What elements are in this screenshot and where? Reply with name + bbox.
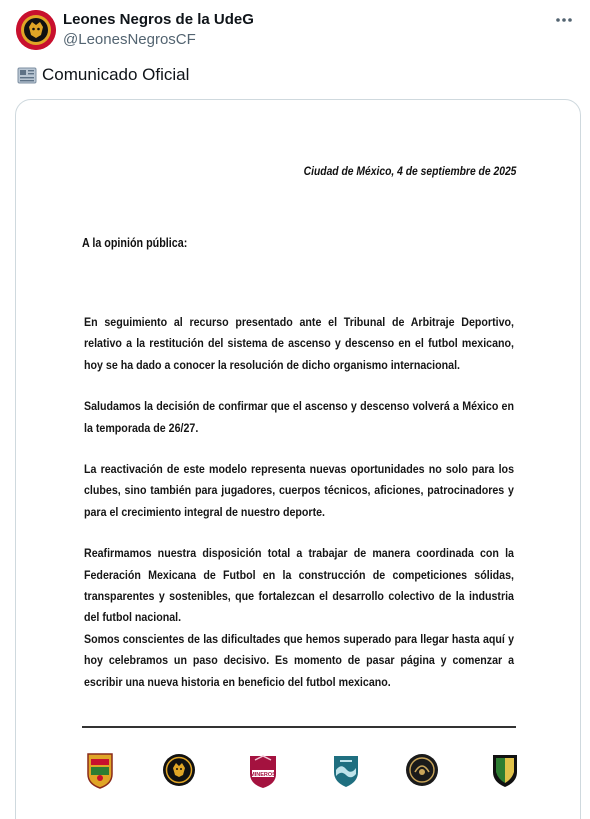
club-shield-6-icon	[487, 750, 523, 790]
document-date: Ciudad de México, 4 de septiembre de 2025	[303, 164, 516, 178]
leones-negros-avatar-icon	[16, 10, 56, 50]
mineros-logo-text: MINEROS	[250, 772, 276, 778]
leones-negros-crest-icon	[161, 750, 197, 790]
post-text	[16, 64, 189, 86]
more-options-button[interactable]	[552, 10, 576, 30]
club-logos-row	[82, 750, 522, 794]
club-crest-1-icon	[82, 750, 118, 790]
document-greeting: A la opinión pública:	[82, 236, 188, 250]
document-paragraph: En seguimiento al recurso presentado ante el Tribunal de Arbitraje Deportivo, relativo a la restitución del sistema de ascenso y descenso en el futbol mexicano, hoy se ha dado a conocer la resolución de dicho organismo internacional.	[84, 315, 514, 372]
document-body	[84, 312, 514, 693]
post-header	[16, 8, 578, 52]
author-display-name[interactable]: Leones Negros de la UdeG	[63, 11, 254, 28]
official-statement-document	[16, 100, 580, 819]
post-media-image[interactable]	[15, 99, 581, 819]
profile-avatar[interactable]	[16, 10, 56, 50]
more-icon	[552, 10, 576, 30]
wave-crest-icon	[328, 750, 364, 790]
newspaper-icon	[16, 64, 38, 86]
signature-divider	[82, 726, 516, 728]
author-block	[63, 10, 254, 50]
document-paragraph: Somos conscientes de las dificultades que hemos superado para llegar hasta aquí y hoy celebramos un paso decisivo. Es momento de pasar página y comenzar a escribir una nueva historia en beneficio del futbol mexicano.	[84, 631, 514, 689]
document-paragraph: Saludamos la decisión de confirmar que el ascenso y descenso volverá a México en la temporada de 26/27.	[84, 399, 514, 435]
mineros-crest-icon	[245, 750, 281, 790]
document-paragraph: La reactivación de este modelo representa nuevas oportunidades no solo para los clubes, sino también para jugadores, cuerpos técnicos, aficiones, patrocinadores y para el crecimiento integral de nuestro deporte.	[84, 462, 514, 519]
author-handle[interactable]: @LeonesNegrosCF	[63, 31, 196, 48]
document-paragraph: Reafirmamos nuestra disposición total a trabajar de manera coordinada con la Federación Mexicana de Futbol en la construcción de competiciones sólidas, transparentes y sostenibles, que fortalezcan el desarrollo colectivo de la industria del futbol nacional.	[84, 546, 514, 625]
post-text-label: Comunicado Oficial	[42, 65, 190, 84]
club-crest-5-icon	[404, 750, 440, 790]
